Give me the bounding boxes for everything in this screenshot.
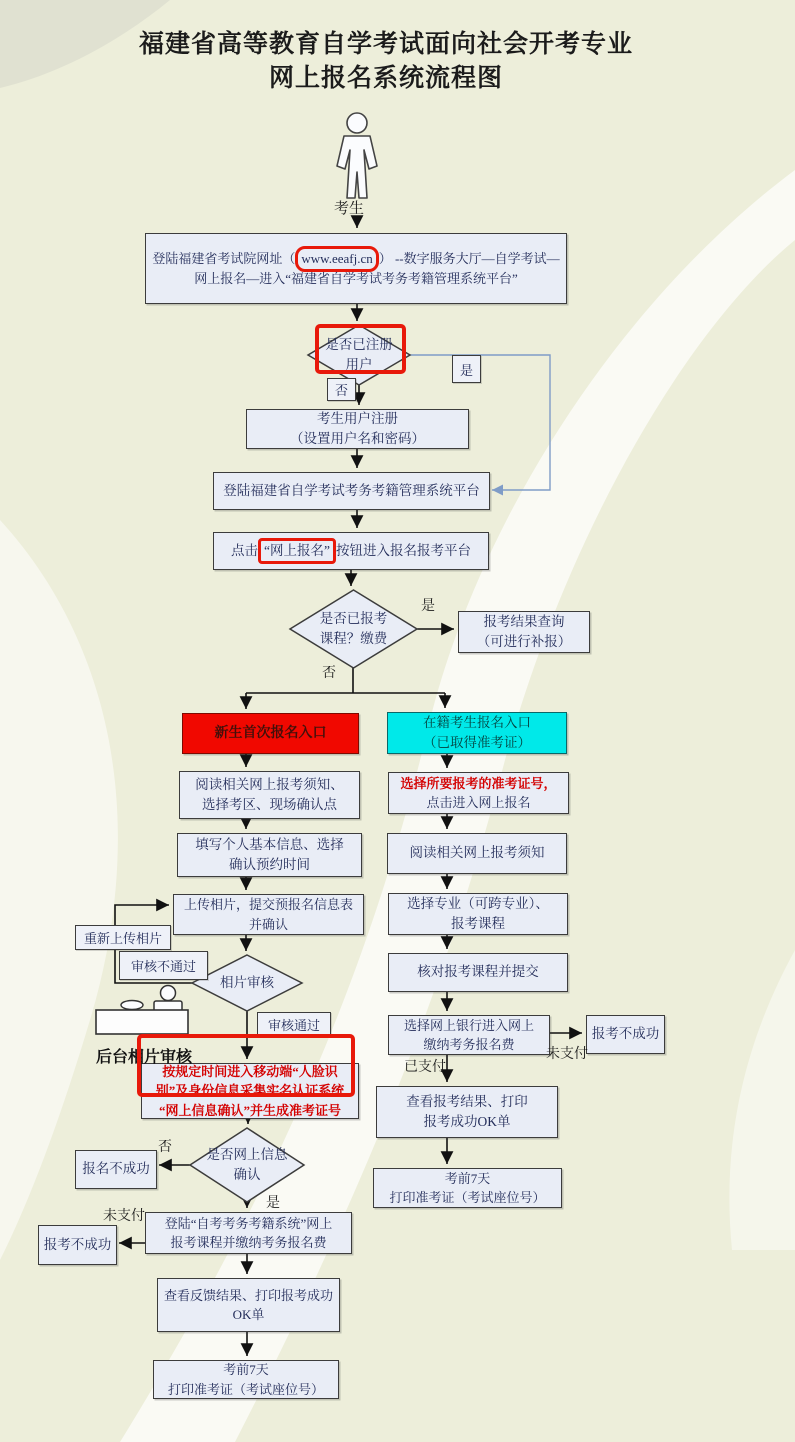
node-entry-new-students bbox=[182, 713, 359, 754]
left-fill-line1: 填写个人基本信息、选择 bbox=[195, 836, 344, 852]
right-choose-id-line2: 点击进入网上报名 bbox=[426, 795, 531, 810]
node-right-print-ticket bbox=[373, 1168, 562, 1208]
face-line1: 按规定时间进入移动端“人脸识 bbox=[162, 1063, 338, 1079]
right-bank-line2: 缴纳考务报名费 bbox=[423, 1037, 515, 1052]
decision-registered-line1: 是否已注册 bbox=[325, 337, 393, 353]
right-verify-text: 核对报考课程并提交 bbox=[417, 964, 539, 980]
label-unpaid-right: 未支付 bbox=[546, 1047, 588, 1062]
decision-enrolled-line1: 是否已报考 bbox=[319, 611, 388, 627]
node-left-fill-info bbox=[177, 833, 362, 877]
result-query-line2: （可进行补报） bbox=[476, 634, 572, 649]
right-notice-text: 阅读相关网上报考须知 bbox=[409, 845, 545, 861]
login-text-pre: 登陆福建省考试院网址（ bbox=[152, 251, 296, 266]
click-text-pre: 点击 bbox=[231, 542, 258, 558]
entry-new-text: 新生首次报名入口 bbox=[214, 726, 327, 741]
entry-existing-line1: 在籍考生报名入口 bbox=[423, 714, 531, 730]
face-line3: “网上信息确认”并生成准考证号 bbox=[158, 1102, 341, 1118]
website-url-highlight: www.eeafj.cn bbox=[295, 246, 378, 272]
right-print-line2: 打印准考证（考试座位号） bbox=[389, 1190, 546, 1205]
click-text bbox=[231, 541, 471, 561]
left-exam-failed-text: 报考不成功 bbox=[43, 1236, 112, 1252]
register-line2: （设置用户名和密码） bbox=[290, 431, 425, 446]
login-text-post: ） --数字服务大厅—自学考试— bbox=[378, 251, 560, 266]
left-print-line1: 考前7天 bbox=[223, 1362, 269, 1377]
backoffice-reviewer-desk-icon bbox=[90, 984, 195, 1036]
node-right-choose-id bbox=[388, 772, 569, 814]
examinee-person-icon bbox=[329, 110, 385, 202]
face-line2: 别”及身份信息采集实名认证系统 bbox=[155, 1083, 345, 1099]
label-backoffice-photo-review: 后台相片审核 bbox=[96, 1049, 193, 1066]
branch-yes-3: 是 bbox=[266, 1196, 280, 1211]
label-review-failed: 审核不通过 bbox=[119, 951, 208, 980]
node-click-online-signup bbox=[213, 532, 489, 570]
right-result-line1: 查看报考结果、打印 bbox=[406, 1093, 528, 1109]
decision-enrolled-text bbox=[270, 590, 437, 668]
decision-enrolled bbox=[290, 590, 417, 668]
label-paid: 已支付 bbox=[404, 1060, 446, 1075]
node-right-choose-major bbox=[388, 893, 568, 935]
left-result-line2: OK单 bbox=[232, 1307, 265, 1322]
left-fill-line2: 确认预约时间 bbox=[229, 857, 310, 872]
page-title-line1: 福建省高等教育自学考试面向社会开考专业 bbox=[138, 31, 633, 58]
entry-existing-line2: （已取得准考证） bbox=[423, 735, 531, 750]
node-left-pay-fee bbox=[145, 1212, 352, 1254]
left-upload-line2: 并确认 bbox=[248, 916, 288, 932]
branch-no-1: 否 bbox=[327, 378, 356, 401]
node-result-query bbox=[458, 611, 590, 653]
left-result-line1: 查看反馈结果、打印报考成功 bbox=[163, 1287, 333, 1303]
node-entry-existing-students bbox=[387, 712, 567, 754]
click-text-post: 按钮进入报名报考平台 bbox=[335, 542, 471, 558]
node-right-read-notice bbox=[387, 833, 567, 874]
branch-yes-1: 是 bbox=[452, 355, 481, 383]
signup-failed-text: 报名不成功 bbox=[82, 1161, 150, 1177]
decision-enrolled-line2: 课程？缴费 bbox=[319, 631, 388, 646]
login-line2: 网上报名—进入“福建省自学考试考务考籍管理系统平台” bbox=[194, 270, 518, 286]
decision-registered-text bbox=[288, 325, 430, 385]
node-left-upload-photo bbox=[173, 894, 364, 935]
node-face-recognition bbox=[141, 1063, 359, 1119]
right-result-line2: 报考成功OK单 bbox=[423, 1114, 511, 1129]
label-reupload-photo: 重新上传相片 bbox=[75, 925, 171, 950]
node-left-read-notice bbox=[179, 771, 360, 819]
decision-registered-line2: 用户 bbox=[345, 357, 373, 372]
node-left-exam-signup-failed bbox=[38, 1225, 117, 1265]
right-exam-failed-text: 报考不成功 bbox=[591, 1026, 660, 1042]
decision-online-confirm-text bbox=[170, 1128, 324, 1202]
decision-photo-review-line1: 相片审核 bbox=[220, 975, 274, 991]
left-upload-line1: 上传相片，提交预报名信息表 bbox=[183, 897, 353, 912]
label-unpaid-left: 未支付 bbox=[103, 1209, 145, 1224]
page-title-line2: 网上报名系统流程图 bbox=[268, 64, 503, 92]
node-signup-failed bbox=[75, 1150, 157, 1189]
left-print-line2: 打印准考证（考试座位号） bbox=[167, 1381, 324, 1397]
left-pay-line1: 登陆“自考考务考籍系统”网上 bbox=[164, 1215, 333, 1231]
branch-no-2: 否 bbox=[322, 666, 336, 681]
node-right-view-result bbox=[376, 1086, 558, 1138]
branch-no-3: 否 bbox=[158, 1140, 172, 1155]
examinee-label: 考生 bbox=[334, 201, 365, 217]
register-line1: 考生用户注册 bbox=[317, 410, 398, 426]
right-major-line2: 报考课程 bbox=[451, 916, 505, 931]
decision-online-confirm bbox=[190, 1128, 304, 1202]
node-platform-login bbox=[213, 472, 490, 510]
left-notice-line2: 选择考区、现场确认点 bbox=[202, 797, 337, 812]
left-pay-line2: 报考课程并缴纳考务报名费 bbox=[170, 1235, 327, 1250]
right-major-line1: 选择专业（可跨专业）、 bbox=[407, 895, 549, 911]
right-choose-id-line1: 选择所要报考的准考证号， bbox=[400, 775, 557, 791]
decision-online-confirm-line2: 确认 bbox=[233, 1167, 261, 1182]
branch-yes-2: 是 bbox=[421, 599, 435, 614]
node-right-exam-signup-failed bbox=[586, 1015, 665, 1054]
decision-online-confirm-line1: 是否网上信息 bbox=[206, 1147, 288, 1163]
node-left-view-result bbox=[157, 1278, 340, 1332]
page-title bbox=[0, 28, 772, 96]
left-notice-line1: 阅读相关网上报考须知、 bbox=[195, 776, 344, 792]
node-login-website bbox=[145, 233, 567, 304]
decision-registered bbox=[308, 325, 410, 385]
node-right-pay-bank bbox=[388, 1015, 550, 1055]
decision-photo-review bbox=[192, 955, 302, 1011]
right-bank-line1: 选择网上银行进入网上 bbox=[403, 1017, 534, 1033]
node-right-verify-courses bbox=[388, 953, 568, 992]
label-review-passed: 审核通过 bbox=[257, 1012, 331, 1037]
node-user-register bbox=[246, 409, 469, 449]
node-left-print-ticket bbox=[153, 1360, 339, 1399]
login-line1 bbox=[152, 249, 559, 269]
result-query-line1: 报考结果查询 bbox=[483, 613, 565, 629]
right-print-line1: 考前7天 bbox=[444, 1170, 491, 1186]
platform-text: 登陆福建省自学考试考务考籍管理系统平台 bbox=[223, 482, 480, 498]
online-signup-highlight: “网上报名” bbox=[258, 538, 336, 564]
